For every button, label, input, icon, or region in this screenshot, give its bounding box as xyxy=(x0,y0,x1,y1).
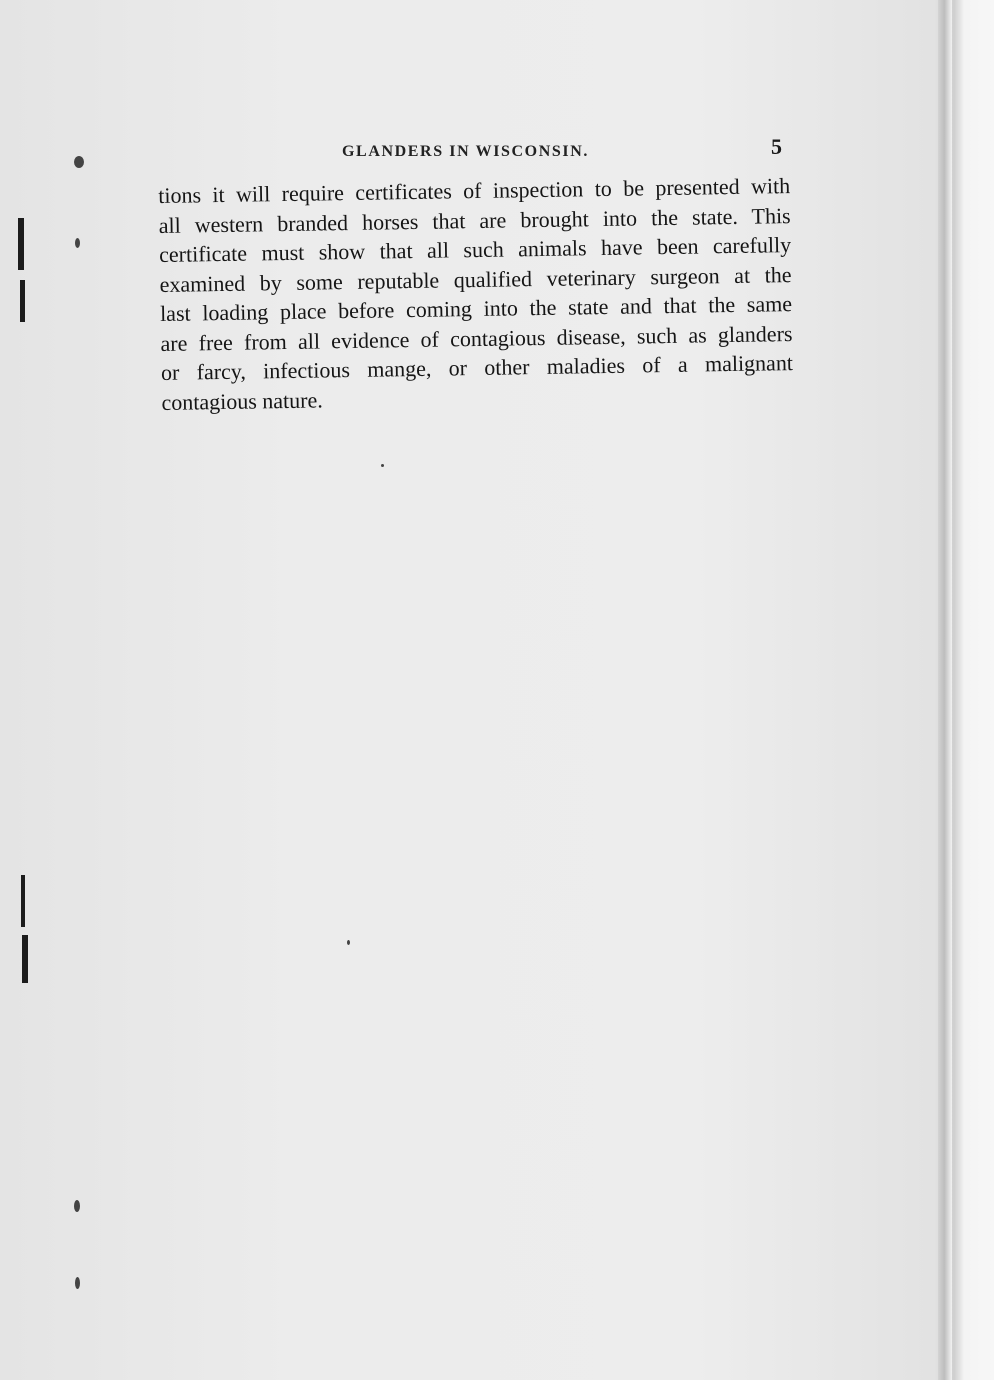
text-line: last loading place before coming into the state and that the same xyxy=(159,291,793,326)
ink-speck xyxy=(347,940,350,945)
text-line: are free from all evidence of contagious disease, such as glanders xyxy=(160,320,793,356)
page-edge-shadow xyxy=(938,0,952,1380)
binding-mark xyxy=(22,935,28,983)
ink-speck xyxy=(74,1200,80,1212)
page-number: 5 xyxy=(771,134,782,159)
text-line: all western branded horses that are brought into the state. This xyxy=(158,202,791,238)
text-line: tions it will require certificates of inspection to be presented with xyxy=(158,173,791,208)
binding-mark xyxy=(20,280,25,322)
running-head: GLANDERS IN WISCONSIN. xyxy=(342,143,589,160)
ink-speck xyxy=(75,238,80,248)
text-line: contagious nature. xyxy=(161,386,323,415)
text-line: or farcy, infectious mange, or other maladies of a malignant xyxy=(160,350,794,385)
text-line: certificate must show that all such animals have been carefully xyxy=(158,232,792,267)
body-paragraph xyxy=(158,171,794,417)
ink-speck xyxy=(75,1277,80,1289)
ink-speck xyxy=(381,464,384,467)
ink-speck xyxy=(74,156,84,168)
text-line: examined by some reputable qualified veterinary surgeon at the xyxy=(159,261,792,297)
binding-mark xyxy=(18,218,24,270)
binding-mark xyxy=(21,875,25,927)
